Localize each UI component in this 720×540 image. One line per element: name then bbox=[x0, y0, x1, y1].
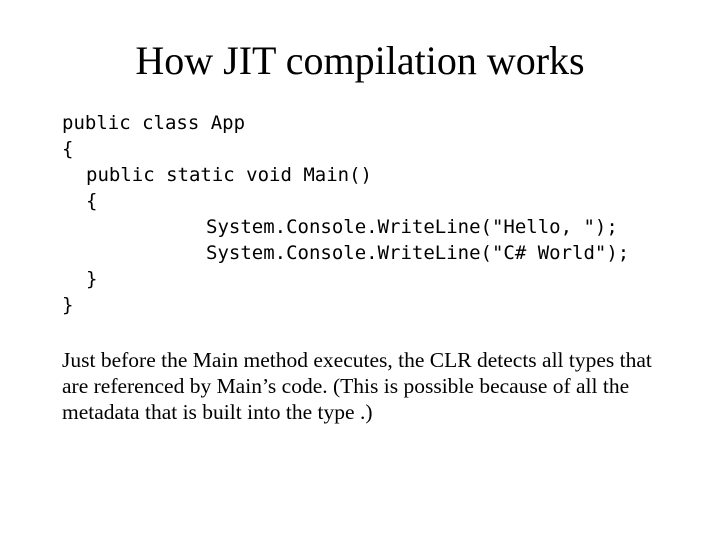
code-line: System.Console.WriteLine("C# World"); bbox=[206, 242, 630, 264]
slide-title: How JIT compilation works bbox=[135, 38, 585, 83]
code-line: public class App bbox=[62, 112, 246, 134]
code-line: { bbox=[62, 138, 74, 160]
code-line: public static void Main() bbox=[86, 164, 372, 186]
explanation-paragraph: Just before the Main method executes, the CLR detects all types that are referenced by Main’s code. (This is possible because of all the metadata that is built into the type .) bbox=[62, 348, 652, 424]
code-line: System.Console.WriteLine("Hello, "); bbox=[206, 216, 618, 238]
code-line: } bbox=[86, 268, 98, 290]
code-block bbox=[62, 110, 629, 318]
code-line: { bbox=[86, 190, 98, 212]
code-line: } bbox=[62, 294, 74, 316]
